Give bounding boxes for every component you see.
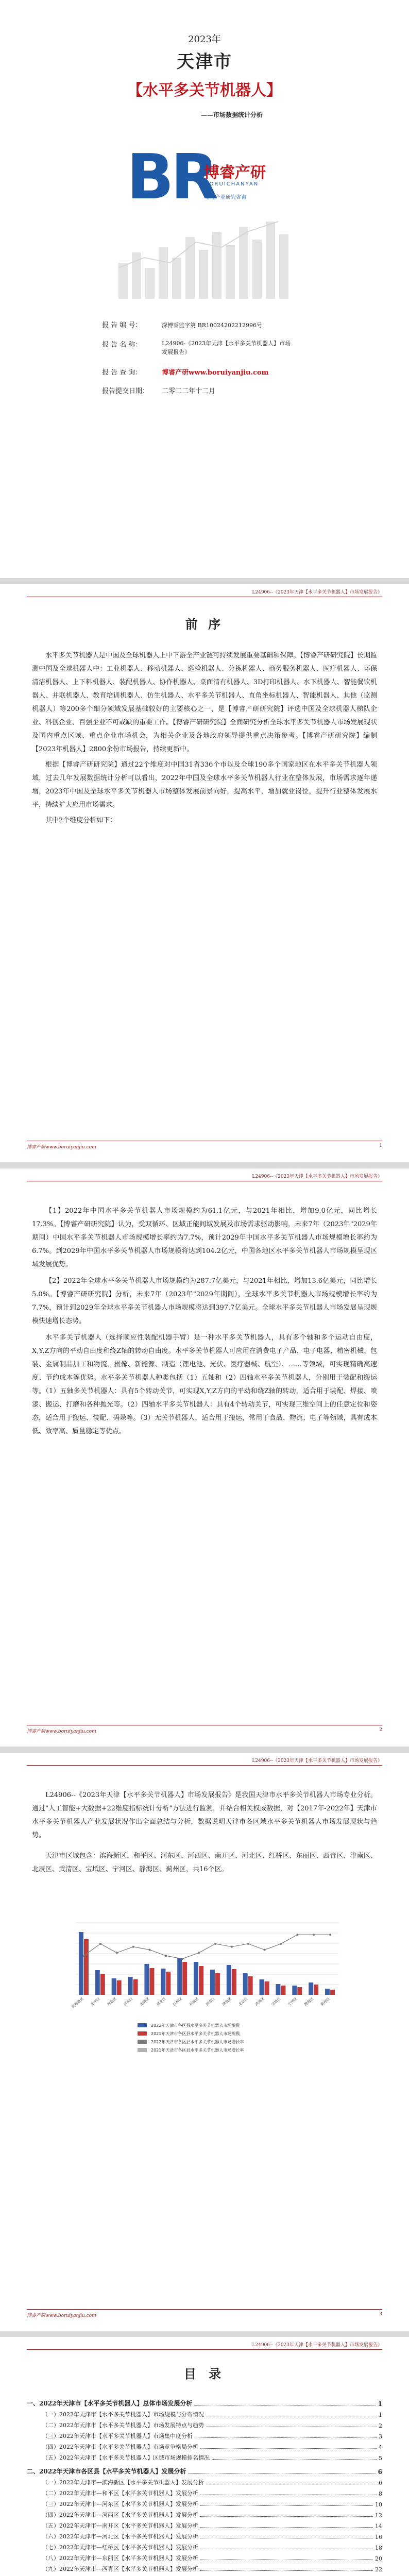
header-rule — [27, 2349, 382, 2350]
bar-mark — [182, 1962, 187, 1995]
market-body — [32, 1205, 377, 1438]
toc-leader — [200, 2516, 373, 2517]
toc-item-text: （六）2022年天津市—河北区【水平多关节机器人】发展分析 — [42, 2533, 198, 2540]
x-tick-label: 东丽区 — [189, 1996, 200, 2007]
x-tick-label: 宁河区 — [287, 1996, 298, 2007]
x-tick-label: 河东区 — [106, 1996, 117, 2007]
growth-point — [116, 1952, 118, 1954]
market-page — [0, 1168, 409, 1747]
toc-item-page: 14 — [375, 2523, 382, 2530]
bar-mark — [314, 1985, 318, 1995]
toc-item-text: （四）2022年天津市—河西区【水平多关节机器人】发展分析 — [42, 2512, 198, 2518]
toc-item-page: 20 — [375, 2555, 382, 2562]
bar-mark — [117, 1980, 122, 1995]
region-body — [32, 1789, 377, 1876]
toc-item-text: （五）2022年天津市【水平多关节机器人】区域市场规模排名情况 — [42, 2454, 210, 2461]
toc-item-page: 22 — [375, 2566, 382, 2573]
bar-mark — [100, 1974, 105, 1995]
legend-label: 2022年天津市各区县水平多关节机器人市场规模 — [151, 2023, 240, 2028]
footer-site: 博睿产研www.boruiyanjiu.com — [27, 1145, 96, 1150]
preface-paragraph: 根据【博睿产研研究院】通过22个维度对中国31省336个市以及全球190多个国家地区在水平多关节机器人领域，过去几年发展数据统计分析可以看出，2022年中国及全球水平多关节机器人行业在整体发展，市场需求逐年递增，2023年中国及全球水平多关节机器人市场整体发展前景向好，提高水平，增加就业岗位，提升行业整体发展水平，持续扩大应用市场需求。 — [32, 761, 377, 809]
x-tick-label: 津南区 — [221, 1996, 233, 2007]
growth-point — [231, 1946, 233, 1948]
toc-item-text: （二）2022年天津市【水平多关节机器人】市场发展特点与趋势 — [42, 2422, 204, 2429]
bar-mark — [177, 1958, 182, 1995]
x-tick-label: 滨海新区 — [71, 1996, 85, 2009]
footer-site: 博睿产研www.boruiyanjiu.com — [27, 2313, 96, 2318]
bar-mark — [215, 1973, 220, 1995]
legend-swatch — [138, 2048, 147, 2052]
region-bar-chart — [60, 1918, 349, 2067]
page-header: L24906--《2023年天津【水平多关节机器人】市场发展报告》 — [252, 1174, 382, 1179]
legend-swatch — [138, 2031, 147, 2036]
footer-page-number: 2 — [379, 1727, 382, 1733]
legend-label: 2022年天津市各区县水平多关节机器人市场增长率 — [151, 2040, 244, 2044]
growth-point — [280, 1943, 282, 1945]
toc-item[interactable] — [27, 2465, 382, 2476]
toc-item-page: 3 — [379, 2433, 382, 2440]
cover-page — [0, 0, 409, 578]
bar-mark — [84, 1939, 89, 1995]
bar-mark — [95, 1970, 100, 1995]
toc-item-page: 5 — [379, 2455, 382, 2462]
growth-point — [148, 1949, 150, 1951]
growth-point — [329, 1934, 331, 1936]
preface-page — [0, 584, 409, 1162]
region-paragraph: L24906--《2023年天津【水平多关节机器人】市场发展报告》是我国天津市水平多关节机器人市场专业分析。通过"人工智能+大数据+22维度指标统计分析"方法进行监测，并结合相关权威数据，对【2017年-2022年】天津市水平多关节机器人产业发展状况作出全面总结与分析，数据说明天津市各区域水平多关节机器人市场发展现状与趋势。 — [32, 1791, 377, 1839]
toc-leader — [200, 2527, 373, 2528]
logo-en: BORUICHANYAN — [205, 181, 259, 187]
bar-mark — [133, 1979, 138, 1995]
toc-leader — [195, 2437, 377, 2438]
toc-item-page: 1 — [378, 2400, 382, 2408]
preface-paragraph: 水平多关节机器人是中国及全球机器人上中下游全产业链可持续发展重要基础和保障。【博睿产研研究院】长期监测中国及全球机器人中：工业机器人、移动机器人、巡检机器人、分拣机器人、商务服务机器人、医疗机器人、环保清洁机器人、上下料机器人、装配机器人、协作机器人、桌面清有机器人、3D打印机器人、水下机器人、智能餐饮机器人、并联机器人、教育培训机器人、仿生机器人、水平多关节机器人、直角坐标机器人、智能机器人、其他（监测机器人）等200多个细分领域发展基础较好的主要核心之一，是【博睿产研研究院】评选中国及全球机器人梯队企业、科创企业、百强企业不可或缺的重要工作。【博睿产研研究院】全面研究分析全球水平多关节机器人市场发展现状及国内重点区域、重点企业市场机会，为相关企业及各地政府领导提供重点决策参考。【博睿产研研究院】编制【2023年机器人】2800余份市场报告，持续更新中。 — [32, 652, 377, 753]
footer-page-number: 3 — [379, 2312, 382, 2317]
toc-item-text: （四）2022年天津市【水平多关节机器人】市场竞争格局分析 — [42, 2444, 198, 2450]
bar-mark — [297, 1987, 302, 1995]
x-tick-label: 蓟州区 — [320, 1996, 331, 2007]
bar-mark — [330, 1990, 335, 1995]
bar-mark — [325, 1989, 330, 1995]
x-tick-label: 南开区 — [139, 1996, 150, 2007]
x-tick-label: 和平区 — [90, 1996, 101, 2007]
page-separator — [0, 1747, 409, 1753]
toc-item-text: （一）2022年天津市—滨海新区【水平多关节机器人】发展分析 — [42, 2479, 204, 2486]
bar-mark — [232, 1969, 236, 1995]
preface-body — [32, 649, 377, 827]
toc-item[interactable] — [27, 2551, 382, 2562]
logo-tag: 专注产业研究咨询 — [205, 195, 246, 200]
report-date: 二零二二年十二月 — [162, 387, 216, 395]
page-header: L24906--《2023年天津【水平多关节机器人】市场发展报告》 — [252, 1758, 382, 1764]
toc-leader — [200, 2448, 377, 2449]
toc-item[interactable] — [27, 2562, 382, 2573]
report-name: L24906-《2023年天津【水平多关节机器人】市场发展报告》 — [162, 340, 291, 355]
growth-point — [214, 1943, 216, 1945]
toc-item[interactable] — [27, 2451, 382, 2462]
meta-row-date: 报告提交日期： 二零二二年十二月 — [102, 387, 216, 395]
bar-mark — [149, 1968, 154, 1995]
toc-leader — [200, 2505, 373, 2506]
cover-bar-graphic — [0, 201, 409, 304]
market-paragraph: 【2】2022年全球水平多关节机器人市场规模约为287.7亿美元，与2021年相比，增加13.6亿美元，同比增长5.0%。【博睿产研研究院】分析，未来7年（2023年"2029年期间），全球水平多关节机器人市场规模增长率约为7.7%，预计到2029年全球水平多关节机器人市场规模将达到397.7亿美元。全球水平多关节机器人市场发展呈现规模快速增长态势。 — [32, 1277, 377, 1325]
page-header: L24906--《2023年天津【水平多关节机器人】市场发展报告》 — [252, 2343, 382, 2348]
bar-mark — [243, 1973, 248, 1995]
cover-product: 【水平多关节机器人】 — [127, 81, 282, 99]
toc-item-page: 1 — [379, 2412, 382, 2418]
report-query[interactable]: 博睿产研www.boruiyanjiu.com — [162, 369, 269, 377]
page-header: L24906--《2023年天津【水平多关节机器人】市场发展报告》 — [252, 590, 382, 595]
logo-letters: BR — [127, 142, 215, 213]
toc-item-text: 二、2022年天津市各区县【水平多关节机器人】发展分析 — [27, 2468, 186, 2475]
toc-item[interactable] — [27, 2540, 382, 2551]
meta-row-name: 报 告 名 称： L24906-《2023年天津【水平多关节机器人】市场发展报告》 — [102, 339, 349, 357]
x-tick-label: 河西区 — [123, 1996, 134, 2007]
x-tick-label: 北辰区 — [237, 1996, 249, 2007]
page-footer — [27, 2309, 382, 2318]
toc-item[interactable] — [27, 2429, 382, 2440]
growth-point — [132, 1946, 134, 1948]
bar-mark — [166, 1972, 171, 1995]
footer-site: 博睿产研www.boruiyanjiu.com — [27, 1729, 96, 1734]
toc-leader — [200, 2570, 373, 2571]
toc-item[interactable] — [27, 2418, 382, 2429]
toc-item[interactable] — [27, 2476, 382, 2486]
bar-mark — [248, 1976, 253, 1995]
toc-title: 目 录 — [183, 2366, 226, 2381]
toc-item[interactable] — [27, 2408, 382, 2418]
toc-item[interactable] — [27, 2486, 382, 2497]
toc-item-page: 12 — [375, 2512, 382, 2519]
toc-item-page: 4 — [379, 2444, 382, 2451]
toc-item-page: 16 — [375, 2534, 382, 2540]
cover-city: 天津市 — [177, 52, 232, 72]
cover-year: 2023年 — [188, 34, 221, 45]
x-tick-label: 西青区 — [204, 1996, 216, 2007]
logo-cn: 博睿产研 — [204, 164, 266, 182]
footer-page-number: 1 — [379, 1143, 382, 1148]
bar-mark — [265, 1981, 269, 1995]
toc-page — [0, 2337, 409, 2576]
bar-mark — [292, 1986, 297, 1995]
page-separator — [0, 578, 409, 584]
growth-point — [247, 1943, 249, 1945]
market-paragraph: 【1】2022年中国水平多关节机器人市场规模约为61.1亿元，与2021年相比，增加9.0亿元，同比增长17.3%。【博睿产研研究院】认为，受双循环、区域正能间域发展及市场需求驱动影响，未来7年（2023年"2029年期间）中国水平多关节机器人市场规模增长率约为7.7%，预计2029年中国水平多关节机器人市场规模增长率约为6.7%。到2029年中国水平多关节机器人市场规模将达到104.2亿元，中国各地区水平多关节机器人市场规模呈现区域发展优势。 — [32, 1207, 377, 1268]
report-code: 深博睿监字第 BR10024202212996号 — [162, 322, 262, 329]
x-tick-label: 静海区 — [303, 1996, 315, 2007]
header-rule — [27, 1765, 382, 1766]
toc-item[interactable] — [27, 2440, 382, 2451]
preface-paragraph: 其中2个维度分析如下： — [45, 817, 117, 824]
growth-point — [181, 1958, 183, 1960]
toc-item-text: 一、2022年天津市【水平多关节机器人】总体市场发展分析 — [27, 2400, 193, 2407]
toc-item[interactable] — [27, 2508, 382, 2519]
toc-item-text: （三）2022年天津市—河东区【水平多关节机器人】发展分析 — [42, 2501, 198, 2507]
page-separator — [0, 1162, 409, 1168]
growth-point — [264, 1949, 266, 1951]
toc-list — [27, 2397, 382, 2576]
page-separator — [0, 2331, 409, 2337]
toc-item[interactable] — [27, 2530, 382, 2540]
growth-point — [198, 1952, 200, 1954]
toc-item-page: 6 — [379, 2480, 382, 2486]
bar-mark — [199, 1966, 203, 1995]
market-paragraph: 水平多关节机器人（选择顺应性装配机器手臂）是一种水平多关节机器人，具有多个轴和多个运动自由度，X,Y,Z方向的平动自由度和绕Z轴的转动自由度。水平多关节机器人可应用在消费电子产品、电子电器、精密机械、包装、金属制品加工和物流、摄像、新能源、制造（锂电池、光伏、医疗器械、航空）、……等领域，可实现精确高速度、节约成本等优势。水平多关节机器人种类包括（1）五轴和（2）四轴水平多关节机器人，分别用于装配和搬运等。（1）五轴多关节机器人：具有5个转动关节，可实现X,Y,Z方向的平动和绕Z轴的转动，适合用于装配、焊接、喷漆、搬运、打磨和各种抛光等。（2）四轴水平多关节机器人：具有4个转动关节，可实现三维空间上的任意定位和姿态，适合用于搬运、装配、码垛等。（3）无关节机器人，适合用于搬运，常用于食品、物流、电子等领域，具有成本低、效率高、质量稳定等优点。 — [32, 1334, 377, 1435]
legend-swatch — [138, 2040, 147, 2044]
bar-mark — [144, 1964, 149, 1995]
bar-mark — [276, 1984, 280, 1995]
bar-mark — [128, 1977, 133, 1995]
bar-mark — [227, 1965, 231, 1995]
bar-mark — [112, 1978, 116, 1995]
bar-mark — [79, 1932, 83, 1995]
toc-item-text: （九）2022年天津市—西青区【水平多关节机器人】发展分析 — [42, 2566, 198, 2572]
bar-mark — [210, 1970, 215, 1995]
toc-item-page: 8 — [379, 2490, 382, 2497]
toc-item-page: 18 — [375, 2545, 382, 2551]
bar-mark — [161, 1969, 165, 1995]
toc-item[interactable] — [27, 2397, 382, 2408]
cover-subtitle: ——市场数据统计分析 — [201, 111, 263, 118]
x-tick-label: 红桥区 — [172, 1996, 183, 2007]
bar-mark — [194, 1962, 198, 1995]
legend-label: 2021年天津市各区县水平多关节机器人市场规模 — [151, 2031, 240, 2036]
growth-line — [84, 1935, 330, 1959]
toc-item-text: （五）2022年天津市—南开区【水平多关节机器人】发展分析 — [42, 2522, 198, 2529]
toc-item-text: （八）2022年天津市—东丽区【水平多关节机器人】发展分析 — [42, 2555, 198, 2562]
toc-item-text: （三）2022年天津市【水平多关节机器人】市场集中度分析 — [42, 2433, 193, 2439]
growth-point — [165, 1955, 167, 1957]
toc-item[interactable] — [27, 2519, 382, 2530]
x-tick-label: 武清区 — [254, 1996, 265, 2007]
toc-item-text: （一）2022年天津市【水平多关节机器人】市场规模与分布情况 — [42, 2411, 204, 2418]
region-paragraph: 天津市区域包含：滨海新区、和平区、河东区、河西区、南开区、河北区、红桥区、东丽区、西青区、津南区、北辰区、武清区、宝坻区、宁河区、静海区、蓟州区，共16个区。 — [32, 1852, 377, 1873]
preface-title: 前 序 — [185, 617, 224, 632]
x-tick-label: 宝坻区 — [270, 1996, 282, 2007]
toc-item[interactable] — [27, 2573, 382, 2576]
x-tick-label: 河北区 — [156, 1996, 167, 2007]
meta-row-code: 报 告 编 号： 深博睿监字第 BR10024202212996号 — [102, 321, 262, 329]
meta-row-query: 报 告 查 询： 博睿产研www.boruiyanjiu.com — [102, 369, 269, 377]
toc-item-page: 6 — [378, 2468, 382, 2476]
bar-mark — [281, 1986, 285, 1995]
legend-swatch — [138, 2023, 147, 2027]
growth-point — [83, 1955, 85, 1957]
toc-item-page: 2 — [379, 2422, 382, 2429]
bar-mark — [309, 1982, 313, 1995]
toc-item-text: （二）2022年天津市—和平区【水平多关节机器人】发展分析 — [42, 2490, 198, 2497]
toc-item[interactable] — [27, 2497, 382, 2508]
growth-point — [296, 1934, 298, 1936]
growth-point — [313, 1934, 315, 1936]
toc-item-text: （七）2022年天津市—红桥区【水平多关节机器人】发展分析 — [42, 2544, 198, 2551]
bar-mark — [260, 1979, 264, 1995]
toc-leader — [212, 2459, 377, 2460]
region-page — [0, 1753, 409, 2331]
growth-point — [99, 1943, 101, 1945]
legend-label: 2021年天津市各区县水平多关节机器人市场增长率 — [151, 2048, 244, 2053]
toc-item-page: 10 — [375, 2501, 382, 2508]
